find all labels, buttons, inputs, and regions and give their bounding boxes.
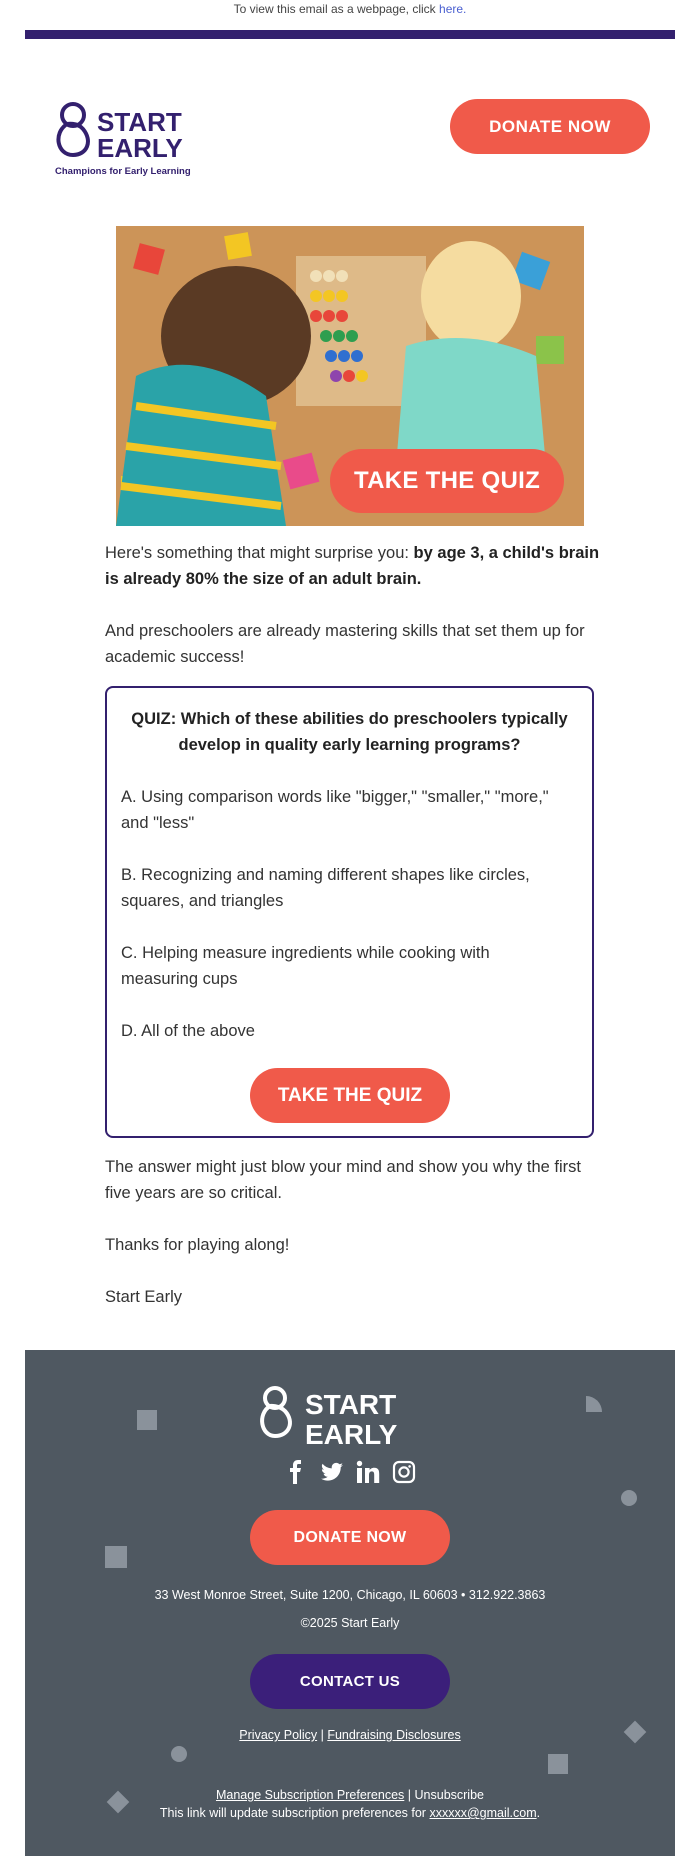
- start-early-logo[interactable]: [53, 97, 223, 177]
- preheader-text: To view this email as a webpage, click: [233, 2, 436, 16]
- privacy-policy-link[interactable]: Privacy Policy: [239, 1728, 318, 1742]
- intro-paragraph-2: And preschoolers are already mastering skills that set them up for academic success!: [105, 622, 585, 666]
- decorative-shape: [586, 1396, 602, 1412]
- footer-logo-word-start: START: [305, 1389, 397, 1420]
- quiz-take-quiz-button[interactable]: TAKE THE QUIZ: [250, 1068, 450, 1123]
- footer-address: 33 West Monroe Street, Suite 1200, Chicago, IL 60603 • 312.922.3863: [154, 1588, 546, 1602]
- footer-copyright: ©2025 Start Early: [300, 1616, 400, 1630]
- fundraising-disclosures-link[interactable]: Fundraising Disclosures: [327, 1728, 461, 1742]
- instagram-icon[interactable]: [392, 1460, 416, 1484]
- intro-plain-text: Here's something that might surprise you:: [105, 544, 409, 562]
- quiz-option-a: A. Using comparison words like "bigger," "smaller," "more," and "less": [121, 788, 549, 832]
- intro-paragraph-1: [105, 540, 605, 592]
- facebook-icon[interactable]: [284, 1460, 308, 1484]
- twitter-icon[interactable]: [320, 1460, 344, 1484]
- thanks-text: Thanks for playing along!: [105, 1236, 290, 1254]
- intro-bold-text: by age 3, a child's brain is already 80% the size of an adult brain.: [105, 544, 600, 588]
- hero-take-quiz-button[interactable]: TAKE THE QUIZ: [330, 449, 564, 513]
- footer: [25, 1350, 675, 1856]
- footer-start-early-logo[interactable]: [259, 1384, 441, 1450]
- decorative-shape: [171, 1746, 187, 1762]
- decorative-shape: [105, 1546, 127, 1568]
- quiz-option-c: C. Helping measure ingredients while cooking with measuring cups: [121, 944, 490, 988]
- preheader: [0, 0, 700, 18]
- logo-tagline: Champions for Early Learning: [55, 166, 191, 177]
- subscription-management: [25, 1786, 675, 1822]
- footer-logo-word-early: EARLY: [305, 1419, 398, 1450]
- hero-image[interactable]: [116, 226, 584, 526]
- quiz-box: [105, 686, 594, 1138]
- logo-word-early: EARLY: [97, 133, 183, 163]
- decorative-shape: [621, 1490, 637, 1506]
- decorative-shape: [137, 1410, 157, 1430]
- top-accent-bar: [25, 30, 675, 39]
- subscriber-email-link[interactable]: xxxxxx@gmail.com: [429, 1806, 537, 1820]
- linkedin-icon[interactable]: [356, 1460, 380, 1484]
- quiz-option-d: D. All of the above: [121, 1022, 255, 1040]
- note-period: .: [536, 1806, 541, 1820]
- footer-donate-now-button[interactable]: DONATE NOW: [250, 1510, 450, 1565]
- social-links: [25, 1460, 675, 1486]
- quiz-question: QUIZ: Which of these abilities do preschoolers typically develop in quality early learning programs?: [131, 710, 568, 754]
- donate-now-button[interactable]: DONATE NOW: [450, 99, 650, 154]
- legal-links: [25, 1728, 675, 1742]
- legal-separator: |: [320, 1728, 324, 1742]
- logo-word-start: START: [97, 107, 182, 137]
- signature: Start Early: [105, 1288, 183, 1306]
- unsubscribe-link[interactable]: Unsubscribe: [414, 1788, 484, 1802]
- decorative-shape: [548, 1754, 568, 1774]
- view-webpage-link[interactable]: here.: [439, 2, 467, 16]
- manage-separator: |: [407, 1788, 412, 1802]
- quiz-option-b: B. Recognizing and naming different shapes like circles, squares, and triangles: [121, 866, 530, 910]
- email-header: [25, 39, 675, 213]
- closing-paragraph: The answer might just blow your mind and show you why the first five years are so critical.: [105, 1158, 581, 1202]
- preferences-note: This link will update subscription preferences for: [159, 1806, 426, 1820]
- email-container: [25, 30, 675, 213]
- contact-us-button[interactable]: CONTACT US: [250, 1654, 450, 1709]
- manage-preferences-link[interactable]: Manage Subscription Preferences: [215, 1788, 405, 1802]
